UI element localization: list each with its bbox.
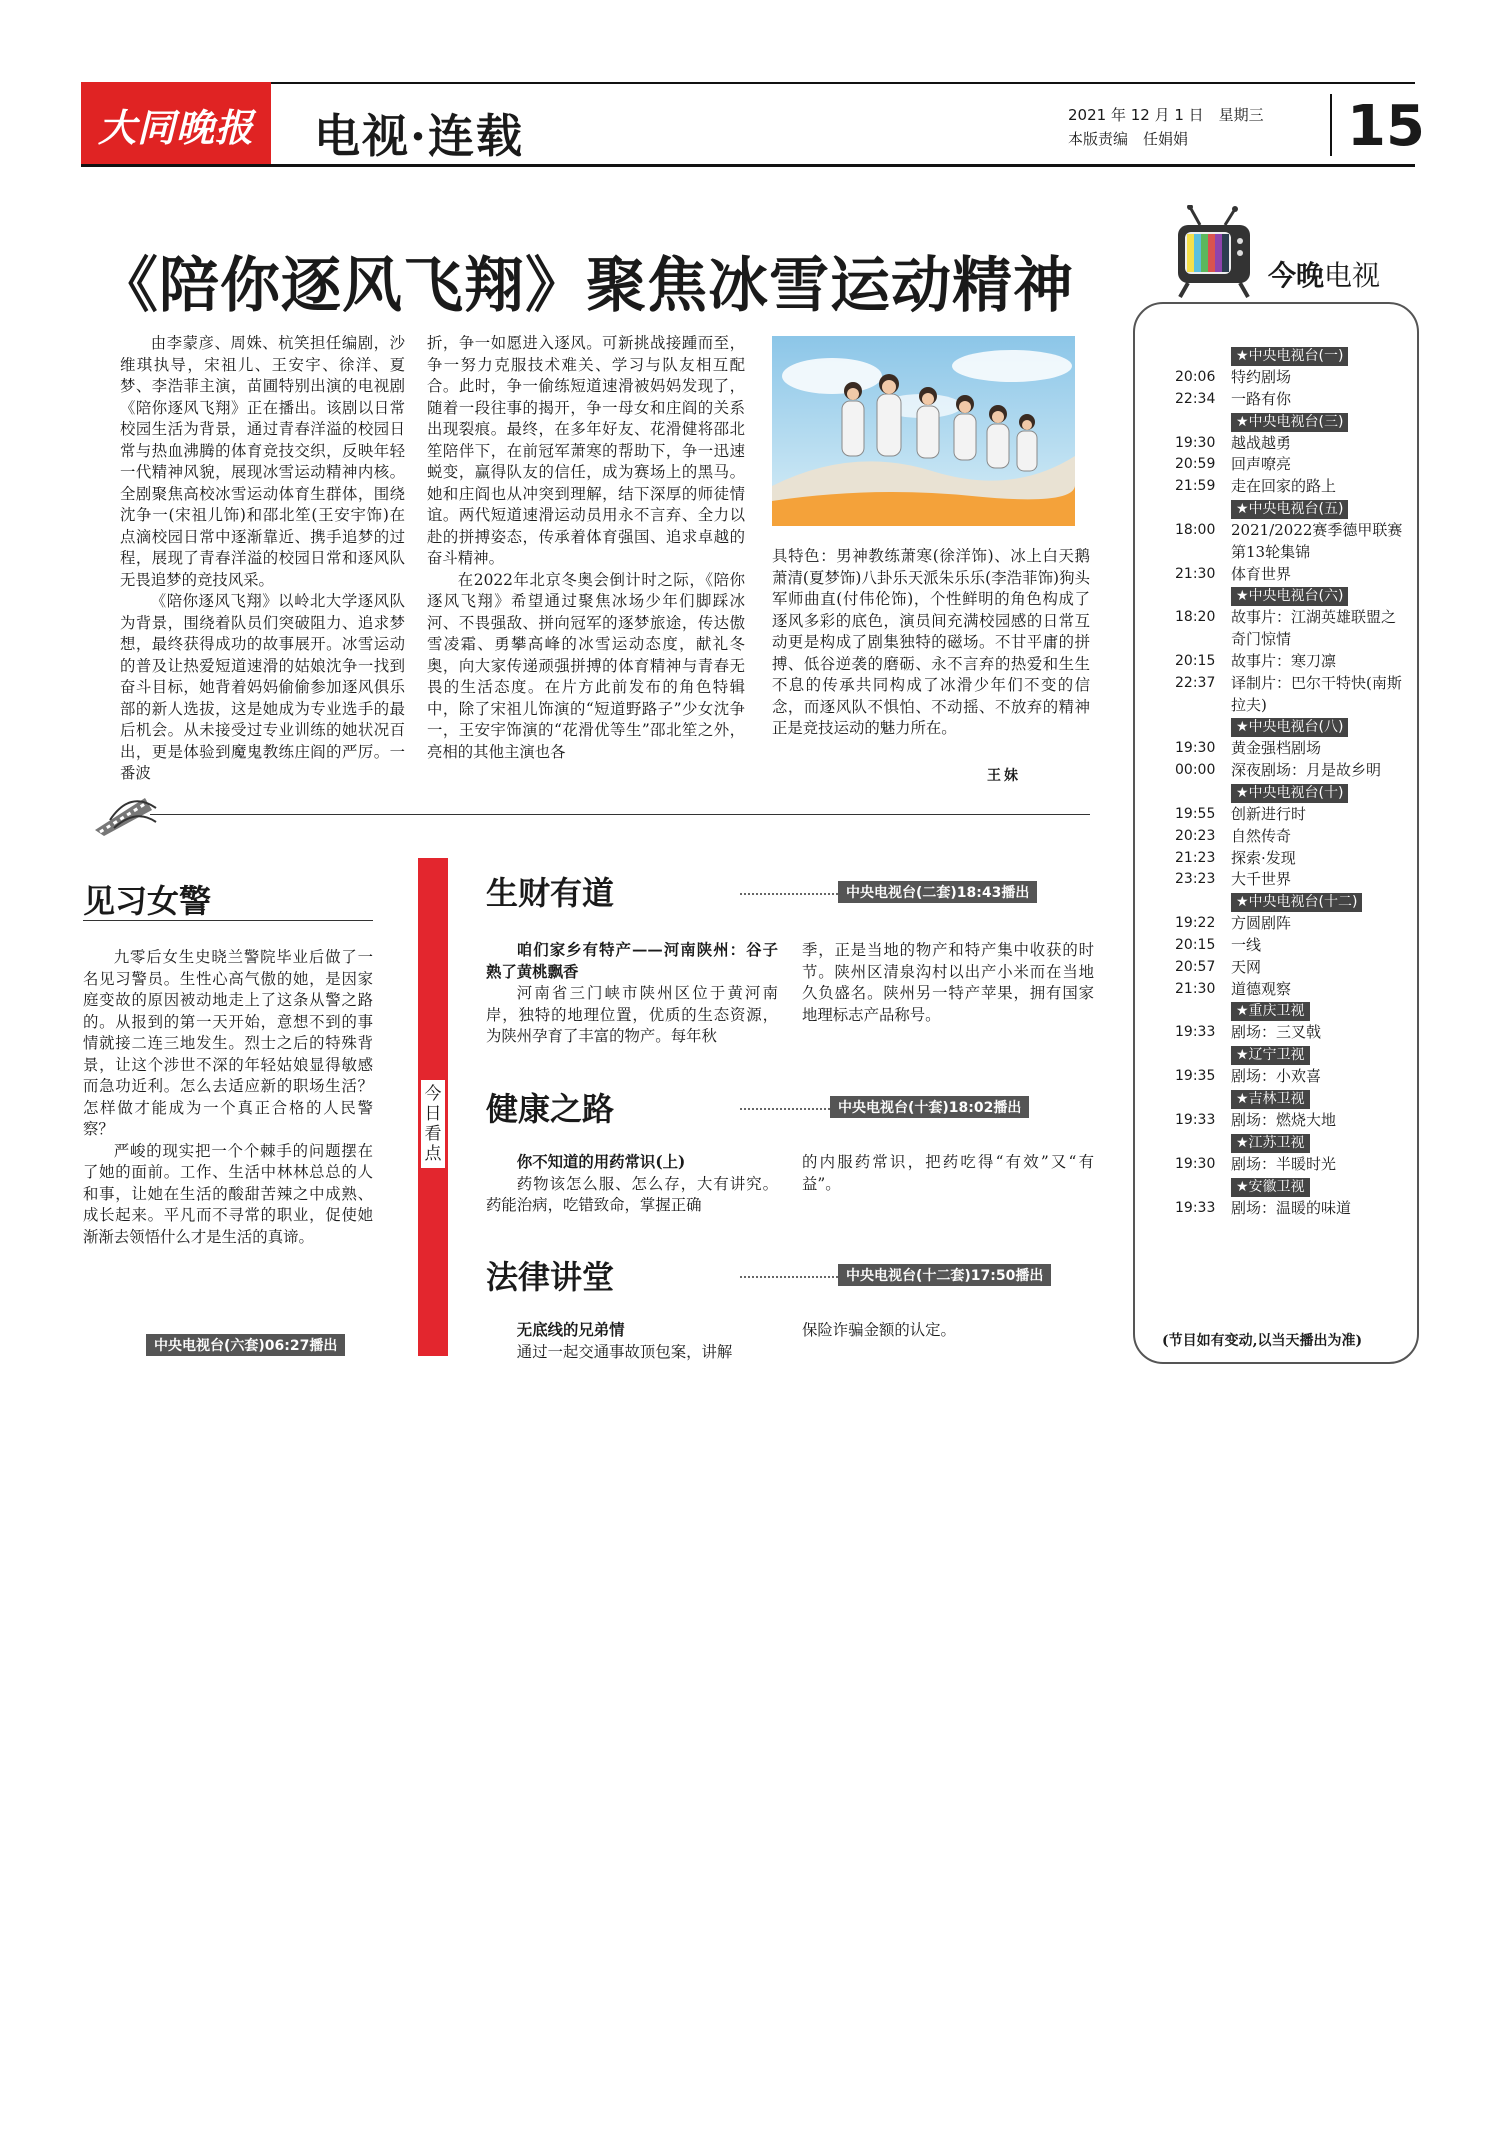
program-item-title: 无底线的兄弟情	[516, 1321, 625, 1339]
tv-show-time: 19:30	[1175, 1155, 1216, 1172]
tv-show-time: 20:15	[1175, 652, 1216, 669]
tv-show-name: 特约剧场	[1231, 368, 1292, 386]
tv-schedule-row	[1175, 651, 1410, 673]
program-item-text: 药物该怎么服、怎么存，大有讲究。药能治病，吃错致命，掌握正确	[486, 1174, 778, 1214]
tv-show-name: 故事片：寒刀凛	[1231, 651, 1337, 670]
program-broadcast-tag: 中央电视台(十二套)17:50播出	[838, 1264, 1051, 1286]
section-divider	[150, 814, 1090, 815]
feature-headline: 《陪你逐风飞翔》聚焦冰雪运动精神	[98, 251, 1074, 321]
police-broadcast-tag-wrap	[146, 1334, 345, 1356]
cast-photo-illustration	[772, 336, 1075, 526]
tv-show-time: 22:37	[1175, 674, 1216, 691]
tv-schedule-row	[1175, 957, 1410, 979]
program-broadcast-tag: 中央电视台(二套)18:43播出	[838, 881, 1037, 903]
program-broadcast-tag: 中央电视台(十套)18:02播出	[830, 1096, 1029, 1118]
feature-paragraph: 《陪你逐风飞翔》以岭北大学逐风队为背景，围绕着队员们突破阻力、追求梦想，最终获得成功的故事展开。冰雪运动的普及让热爱短道速滑的姑娘沈争一找到奋斗目标，她背着妈妈偷偷参加逐风俱乐部的新人选拔，这是她成为专业选手的最后机会。从未接受过专业训练的她状况百出，更是体验到魔鬼教练庄阎的严厉。一番波	[120, 592, 405, 782]
tv-schedule-row	[1175, 913, 1410, 935]
program-item-text: 通过一起交通事故顶包案，讲解	[516, 1342, 733, 1361]
tv-schedule-note: (节目如有变动,以当天播出为准)	[1162, 1333, 1363, 1349]
tv-show-time: 21:59	[1175, 478, 1216, 495]
program-title-leader	[740, 1276, 838, 1278]
feature-paragraph: 由李蒙彦、周姝、杭笑担任编剧，沙维琪执导，宋祖儿、王安宇、徐洋、夏梦、李浩菲主演，苗圃特别出演的电视剧《陪你逐风飞翔》正在播出。该剧以日常校园生活为背景，通过青春洋溢的校园日常与热血沸腾的体育竞技交织，反映年轻一代精神风貌，展现冰雪运动精神内核。全剧聚焦高校冰雪运动体育生群体，围绕沈争一(宋祖儿饰)和邵北笙(王安宇饰)在点滴校园日常中逐渐靠近、携手追梦的过程，展现了青春洋溢的校园日常和逐风队无畏追梦的竞技风采。	[120, 334, 405, 589]
tv-schedule-row	[1175, 848, 1410, 870]
tv-show-time: 19:30	[1175, 434, 1216, 451]
program-item-text: 河南省三门峡市陕州区位于黄河南岸，独特的地理位置，优质的生态资源，为陕州孕育了丰富的物产。每年秋	[486, 984, 778, 1045]
top-rule	[81, 82, 1415, 84]
program-item-text: 的内服药常识，把药吃得“有效”又“有益”。	[802, 1153, 1094, 1193]
tv-title-bold: 今晚	[1268, 259, 1325, 292]
tv-show-time: 00:00	[1175, 762, 1216, 779]
program-title: 法律讲堂	[486, 1258, 615, 1296]
page-number: 15	[1347, 94, 1425, 159]
page-editor: 本版责编 任娟娟	[1068, 130, 1189, 148]
tv-schedule-list	[1175, 345, 1410, 1219]
program-tag-wrap	[830, 1096, 1029, 1118]
tv-show-name: 剧场：三叉戟	[1231, 1023, 1322, 1042]
feature-paragraph: 具特色：男神教练萧寒(徐洋饰)、冰上白天鹅萧清(夏梦饰)八卦乐天派朱乐乐(李浩菲饰)狗头军师曲直(付伟伦饰)，个性鲜明的角色构成了逐风多彩的底色，演员间充满校园感的日常互动更是构成了剧集独特的磁场。不甘平庸的拼搏、低谷逆袭的磨砺、永不言弃的热爱和生生不息的传承共同构成了冰滑少年们不变的信念，而逐风队不惧怕、不动摇、不放弃的精神正是竞技运动的魅力所在。	[772, 547, 1090, 737]
tv-show-time: 19:33	[1175, 1199, 1216, 1216]
tv-show-name: 一线	[1231, 935, 1262, 954]
tv-schedule-row	[1175, 673, 1410, 717]
tv-schedule-row	[1175, 935, 1410, 957]
today-pick-label: 今日看点	[421, 1080, 445, 1168]
tv-show-name: 回声嘹亮	[1231, 455, 1292, 474]
program-tag-wrap	[838, 881, 1037, 903]
tv-show-time: 20:57	[1175, 958, 1216, 975]
tv-schedule-row	[1175, 1154, 1410, 1176]
program-column-left	[486, 940, 778, 1048]
tv-schedule-row	[1175, 367, 1410, 389]
tv-schedule-title	[1268, 254, 1380, 294]
police-broadcast-tag: 中央电视台(六套)06:27播出	[146, 1334, 345, 1356]
tv-show-time: 21:23	[1175, 849, 1216, 866]
tv-show-name: 剧场：小欢喜	[1231, 1067, 1322, 1086]
tv-show-time: 19:35	[1175, 1068, 1216, 1085]
tv-show-name: 体育世界	[1231, 564, 1292, 583]
tv-channel-badge: ★江苏卫视	[1231, 1134, 1310, 1153]
tv-schedule-row	[1175, 738, 1410, 760]
tv-channel-badge: ★中央电视台(六)	[1231, 587, 1348, 606]
program-title: 健康之路	[486, 1090, 615, 1128]
program-item-title: 你不知道的用药常识(上)	[516, 1153, 686, 1171]
tv-show-name: 剧场：半暖时光	[1231, 1154, 1337, 1173]
tv-channel-badge: ★重庆卫视	[1231, 1002, 1310, 1021]
program-column-left	[486, 1320, 778, 1363]
tv-show-time: 19:33	[1175, 1111, 1216, 1128]
masthead-rule	[81, 164, 1415, 167]
police-drama-title: 见习女警	[83, 882, 212, 920]
tv-show-time: 21:30	[1175, 980, 1216, 997]
tv-show-name: 探索·发现	[1231, 848, 1296, 867]
tv-show-name: 走在回家的路上	[1231, 477, 1337, 496]
tv-schedule-row	[1175, 760, 1410, 782]
feature-paragraph: 折，争一如愿进入逐风。可新挑战接踵而至，争一努力克服技术难关、学习与队友相互配合。此时，争一偷练短道速滑被妈妈发现了，随着一段往事的揭开，争一母女和庄阎的关系出现裂痕。最终，在多年好友、花滑健将邵北笙陪伴下，在前冠军萧寒的帮助下，争一迅速蜕变，赢得队友的信任，成为赛场上的黑马。她和庄阎也从冲突到理解，结下深厚的师徒情谊。两代短道速滑运动员用永不言弃、全力以赴的拼搏姿态，传承着体育强国、追求卓越的奋斗精神。	[427, 334, 745, 567]
tv-show-time: 19:30	[1175, 740, 1216, 757]
tv-channel-badge: ★辽宁卫视	[1231, 1046, 1310, 1065]
tv-show-name: 自然传奇	[1231, 826, 1292, 845]
newspaper-logo	[81, 82, 271, 166]
tv-schedule-row	[1175, 1110, 1410, 1132]
feature-author: 王妹	[987, 768, 1021, 784]
film-reel-icon	[90, 790, 160, 844]
program-column-right	[802, 940, 1094, 1026]
program-title-leader	[740, 1108, 830, 1110]
tv-schedule-row	[1175, 389, 1410, 411]
tv-show-time: 18:00	[1175, 521, 1216, 538]
tv-schedule-row	[1175, 826, 1410, 848]
program-title: 生财有道	[486, 874, 615, 912]
police-paragraph: 九零后女生史晓兰警院毕业后做了一名见习警员。生性心高气傲的她，是因家庭变故的原因被动地走上了这条从警之路的。从报到的第一天开始，意想不到的事情就接二连三地发生。烈士之后的特殊背景，让这个涉世不深的年轻姑娘显得敏感而急功近利。怎么去适应新的职场生活？怎样做才能成为一个真正合格的人民警察？	[83, 948, 373, 1138]
tv-show-name: 道德观察	[1231, 979, 1292, 998]
program-item-title: 咱们家乡有特产——河南陕州：谷子熟了黄桃飘香	[486, 941, 778, 981]
feature-column-1	[120, 333, 405, 785]
tv-show-time: 23:23	[1175, 871, 1216, 888]
program-item-text: 季，正是当地的物产和特产集中收获的时节。陕州区清泉沟村以出产小米而在当地久负盛名。陕州另一特产苹果，拥有国家地理标志产品称号。	[802, 941, 1094, 1024]
tv-schedule-row	[1175, 520, 1410, 564]
tv-show-name: 方圆剧阵	[1231, 914, 1292, 933]
feature-column-2	[427, 333, 745, 763]
section-title: 电视·连载	[314, 109, 525, 163]
tv-show-time: 20:06	[1175, 369, 1216, 385]
police-title-rule	[83, 920, 373, 921]
tv-show-name: 剧场：燃烧大地	[1231, 1110, 1337, 1129]
tv-show-name: 大千世界	[1231, 870, 1292, 889]
tv-show-time: 19:22	[1175, 915, 1216, 932]
tv-show-name: 天网	[1231, 957, 1262, 976]
tv-schedule-row	[1175, 476, 1410, 498]
police-drama-body	[83, 947, 373, 1248]
tv-show-name: 创新进行时	[1231, 804, 1307, 823]
tv-show-name: 剧场：温暖的味道	[1231, 1198, 1352, 1217]
tv-channel-badge: ★中央电视台(五)	[1231, 500, 1348, 519]
tv-channel-badge: ★中央电视台(八)	[1231, 718, 1348, 737]
tv-show-name: 深夜剧场：月是故乡明	[1231, 761, 1382, 780]
program-item-text: 保险诈骗金额的认定。	[802, 1321, 956, 1339]
tv-show-name: 2021/2022赛季德甲联赛第13轮集锦	[1231, 520, 1403, 561]
police-paragraph: 严峻的现实把一个个棘手的问题摆在了她的面前。工作、生活中林林总总的人和事，让她在生活的酸甜苦辣之中成熟、成长起来。平凡而不寻常的职业，促使她渐渐去领悟什么才是生活的真谛。	[83, 1141, 373, 1246]
tv-schedule-row	[1175, 804, 1410, 826]
program-column-right	[802, 1320, 1094, 1342]
logo-text: 大同晚报	[97, 104, 254, 150]
tv-schedule-row	[1175, 1022, 1410, 1044]
tv-set-icon	[1170, 205, 1265, 304]
tv-show-time: 22:34	[1175, 390, 1216, 407]
tv-show-time: 20:23	[1175, 827, 1216, 844]
tv-title-rest: 电视	[1324, 259, 1381, 292]
tv-show-name: 译制片：巴尔干特快(南斯拉夫)	[1231, 673, 1402, 714]
tv-schedule-row	[1175, 869, 1410, 891]
program-tag-wrap	[838, 1264, 1051, 1286]
feature-column-3	[772, 546, 1090, 740]
tv-channel-badge: ★中央电视台(三)	[1231, 413, 1348, 432]
feature-paragraph: 在2022年北京冬奥会倒计时之际，《陪你逐风飞翔》希望通过聚焦冰场少年们脚踩冰河、不畏强敌、拼向冠军的逐梦旅途，传达傲雪凌霜、勇攀高峰的冰雪运动态度，献礼冬奥，向大家传递顽强拼搏的体育精神与青春无畏的生活态度。在片方此前发布的角色特辑中，除了宋祖儿饰演的“短道野路子”少女沈争一，王安宇饰演的“花滑优等生”邵北笙之外，亮相的其他主演也各	[427, 570, 745, 761]
tv-show-name: 黄金强档剧场	[1231, 739, 1322, 758]
tv-show-time: 20:59	[1175, 456, 1216, 473]
tv-channel-badge: ★中央电视台(十二)	[1231, 893, 1362, 912]
tv-schedule-row	[1175, 564, 1410, 586]
tv-show-name: 故事片：江湖英雄联盟之奇门惊情	[1231, 608, 1397, 649]
tv-schedule-row	[1175, 454, 1410, 476]
page-number-divider	[1330, 94, 1332, 156]
tv-channel-badge: ★吉林卫视	[1231, 1090, 1310, 1109]
tv-schedule-row	[1175, 607, 1410, 651]
tv-schedule-row	[1175, 979, 1410, 1001]
program-column-left	[486, 1152, 778, 1217]
tv-schedule-row	[1175, 1198, 1410, 1220]
tv-show-time: 18:20	[1175, 609, 1216, 626]
program-title-leader	[740, 893, 838, 895]
tv-show-time: 21:30	[1175, 565, 1216, 582]
tv-channel-badge: ★中央电视台(十)	[1231, 784, 1348, 803]
tv-channel-badge: ★中央电视台(一)	[1231, 347, 1348, 366]
tv-schedule-row	[1175, 433, 1410, 455]
tv-show-time: 19:33	[1175, 1024, 1216, 1041]
tv-show-name: 越战越勇	[1231, 433, 1292, 452]
tv-schedule-row	[1175, 1066, 1410, 1088]
tv-show-time: 20:15	[1175, 936, 1216, 953]
drama-still-photo	[772, 336, 1075, 526]
tv-show-time: 19:55	[1175, 805, 1216, 822]
tv-show-name: 一路有你	[1231, 389, 1292, 408]
program-column-right	[802, 1152, 1094, 1195]
issue-date: 2021 年 12 月 1 日 星期三	[1068, 106, 1264, 124]
tv-channel-badge: ★安徽卫视	[1231, 1178, 1310, 1197]
